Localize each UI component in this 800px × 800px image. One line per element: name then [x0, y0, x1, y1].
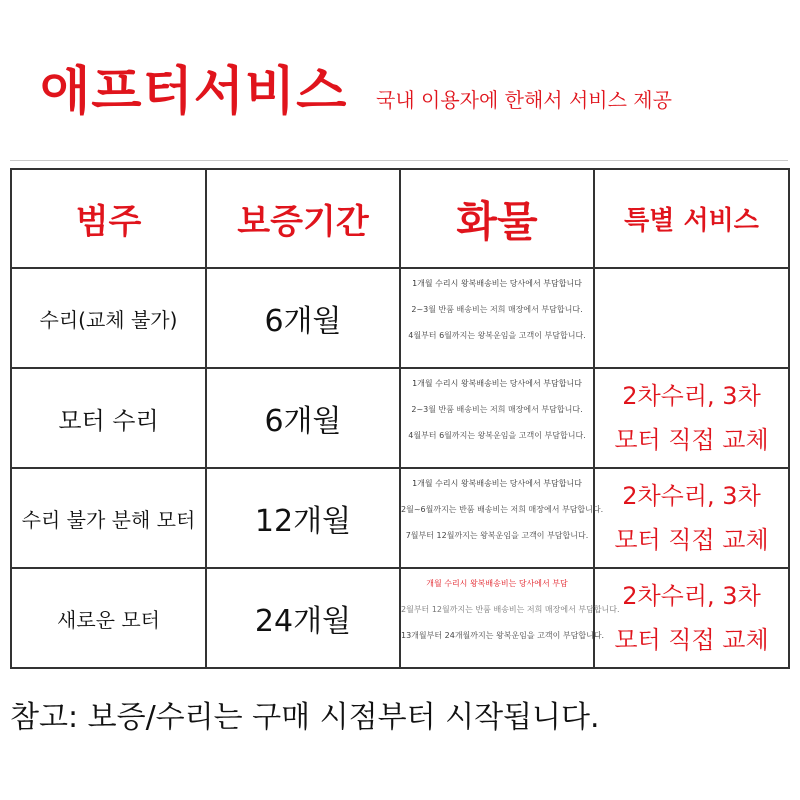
shipping-line: 7월부터 12월까지는 왕복운임을 고객이 부담합니다. [405, 531, 589, 540]
table-row [11, 368, 789, 468]
page-subtitle: 국내 이용자에 한해서 서비스 제공 [376, 88, 672, 112]
special-service-cell [594, 568, 789, 668]
shipping-line: 4월부터 6월까지는 왕복운임을 고객이 부담합니다. [408, 431, 586, 440]
shipping-line: 13개월부터 24개월까지는 왕복운임을 고객이 부담합니다. [401, 631, 605, 640]
category-cell: 수리 불가 분해 모터 [11, 468, 206, 568]
special-line: 모터 직접 교체 [614, 526, 769, 554]
header-period: 보증기간 [206, 169, 400, 268]
shipping-cell [400, 568, 620, 668]
header-shipping: 화물 [400, 169, 594, 268]
header-special-service: 특별 서비스 [594, 169, 789, 268]
shipping-cell [400, 268, 594, 368]
category-cell: 모터 수리 [11, 368, 206, 468]
footnote: 참고: 보증/수리는 구매 시점부터 시작됩니다. [10, 700, 600, 735]
shipping-line: 1개월 수리시 왕복배송비는 당사에서 부담합니다 [412, 479, 582, 488]
special-line: 모터 직접 교체 [614, 626, 769, 654]
shipping-line: 2월~6월까지는 반품 배송비는 저희 매장에서 부담합니다. [401, 505, 604, 514]
special-line: 2차수리, 3차 [622, 382, 761, 410]
table-header-row [11, 169, 789, 268]
warranty-table [10, 168, 790, 669]
period-cell: 12개월 [206, 468, 400, 568]
period-cell: 24개월 [206, 568, 400, 668]
divider [10, 160, 788, 161]
special-line: 2차수리, 3차 [622, 482, 761, 510]
period-cell: 6개월 [206, 268, 400, 368]
period-cell: 6개월 [206, 368, 400, 468]
table-row [11, 468, 789, 568]
shipping-line: 2월부터 12월까지는 반품 배송비는 저희 매장에서 부담합니다. [401, 605, 620, 614]
table-row [11, 568, 789, 668]
shipping-line: 4월부터 6월까지는 왕복운임을 고객이 부담합니다. [408, 331, 586, 340]
category-cell: 수리(교체 불가) [11, 268, 206, 368]
special-service-cell [594, 268, 789, 368]
shipping-line: 개월 수리시 왕복배송비는 당사에서 부담 [426, 579, 568, 588]
shipping-line: 1개월 수리시 왕복배송비는 당사에서 부담합니다 [412, 379, 582, 388]
page-title: 애프터서비스 [40, 62, 348, 122]
category-cell: 새로운 모터 [11, 568, 206, 668]
shipping-line: 1개월 수리시 왕복배송비는 당사에서 부담합니다 [412, 279, 582, 288]
special-line: 모터 직접 교체 [614, 426, 769, 454]
special-service-cell [594, 468, 789, 568]
shipping-line: 2~3월 반품 배송비는 저희 매장에서 부담합니다. [411, 305, 583, 314]
shipping-line: 2~3월 반품 배송비는 저희 매장에서 부담합니다. [411, 405, 583, 414]
shipping-cell [400, 368, 594, 468]
header-category: 범주 [11, 169, 206, 268]
special-service-cell [594, 368, 789, 468]
shipping-cell [400, 468, 604, 568]
special-line: 2차수리, 3차 [622, 582, 761, 610]
table-row [11, 268, 789, 368]
